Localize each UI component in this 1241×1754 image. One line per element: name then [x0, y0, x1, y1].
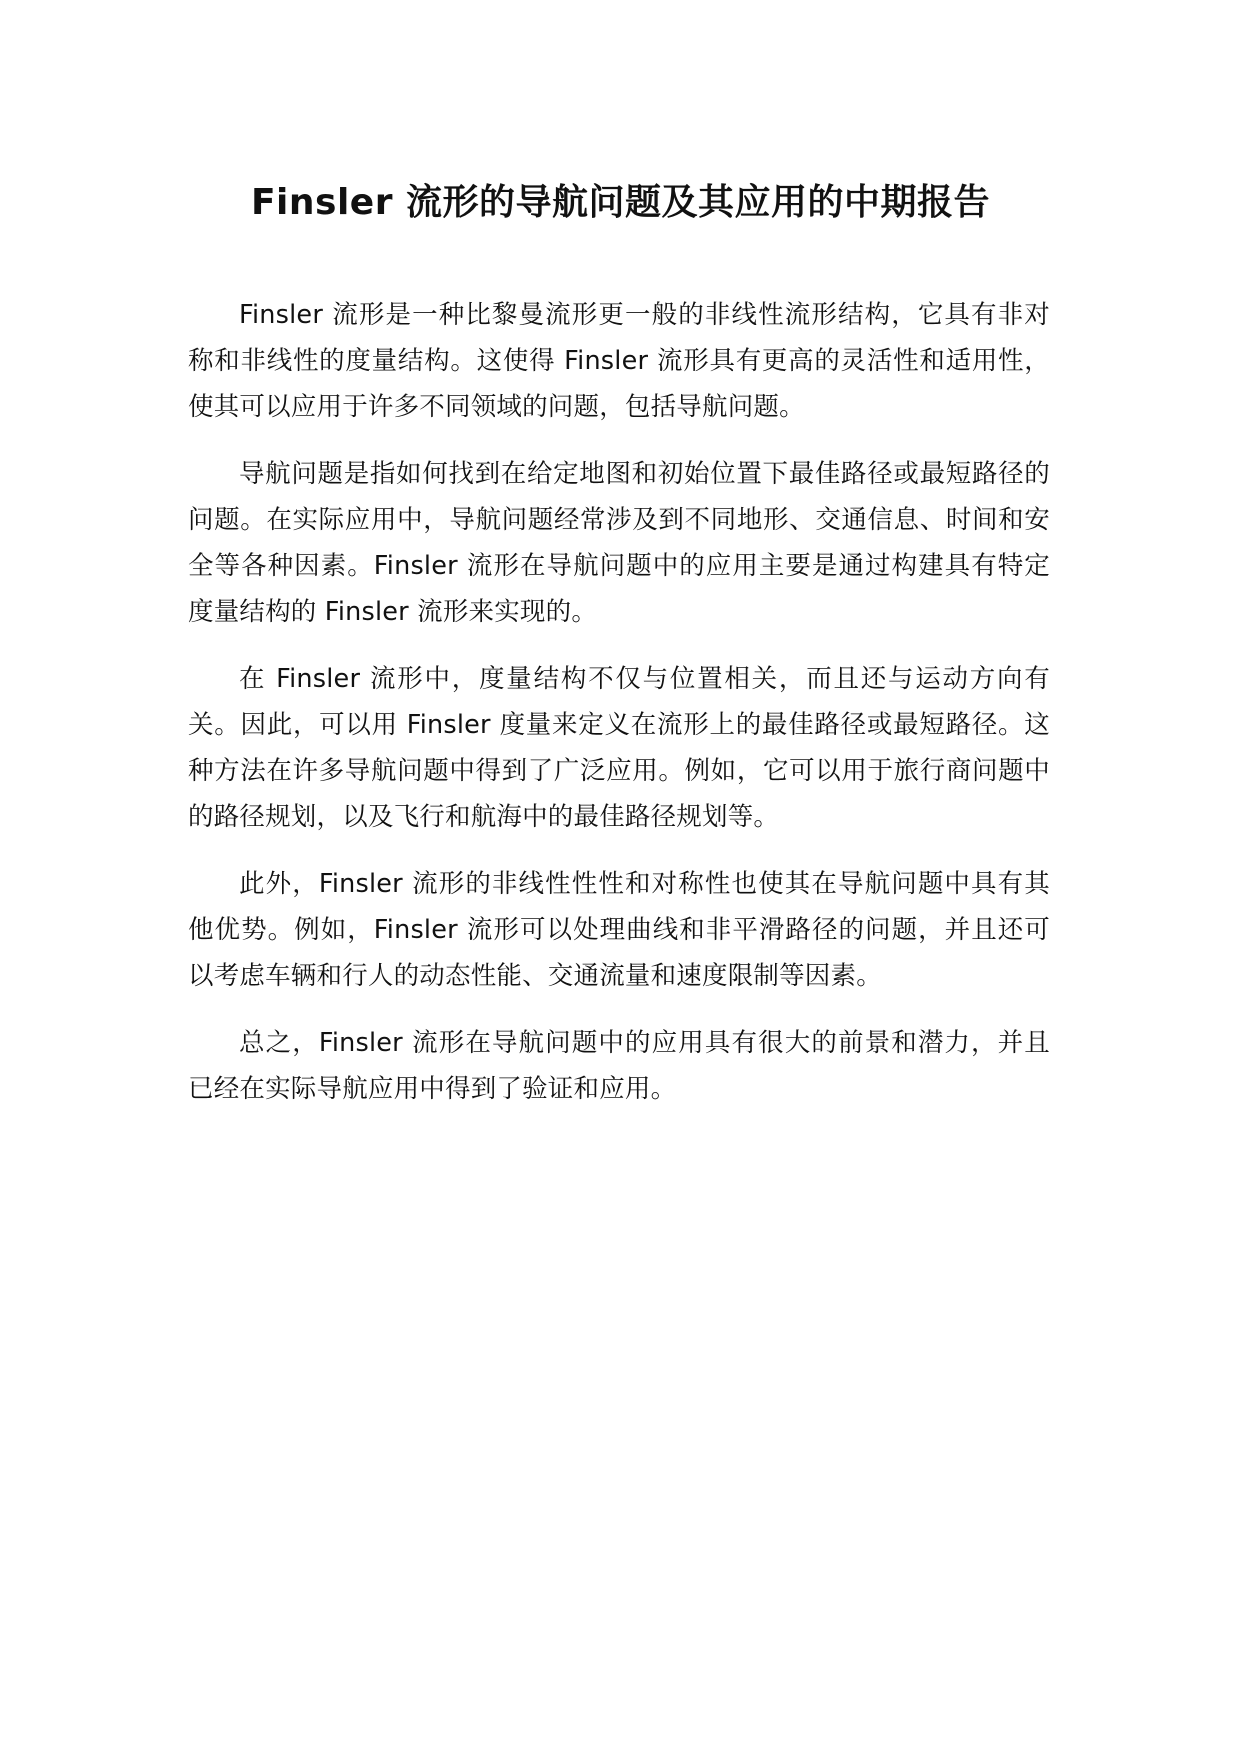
document-title: Finsler 流形的导航问题及其应用的中期报告	[250, 182, 991, 223]
paragraph-4: 此外，Finsler 流形的非线性性性和对称性也使其在导航问题中具有其他优势。例如，Finsler 流形可以处理曲线和非平滑路径的问题，并且还可以考虑车辆和行人的动态性能、交通流量和速度限制等因素。	[188, 869, 1050, 991]
document-body	[188, 292, 1050, 1133]
paragraph-5: 总之，Finsler 流形在导航问题中的应用具有很大的前景和潜力，并且已经在实际导航应用中得到了验证和应用。	[188, 1028, 1050, 1104]
paragraph-2: 导航问题是指如何找到在给定地图和初始位置下最佳路径或最短路径的问题。在实际应用中，导航问题经常涉及到不同地形、交通信息、时间和安全等各种因素。Finsler 流形在导航问题中的应用主要是通过构建具有特定度量结构的 Finsler 流形来实现的。	[188, 459, 1050, 627]
paragraph-1: Finsler 流形是一种比黎曼流形更一般的非线性流形结构，它具有非对称和非线性的度量结构。这使得 Finsler 流形具有更高的灵活性和适用性，使其可以应用于许多不同领域的问题，包括导航问题。	[188, 300, 1050, 422]
paragraph-3: 在 Finsler 流形中，度量结构不仅与位置相关，而且还与运动方向有关。因此，可以用 Finsler 度量来定义在流形上的最佳路径或最短路径。这种方法在许多导航问题中得到了广泛应用。例如，它可以用于旅行商问题中的路径规划，以及飞行和航海中的最佳路径规划等。	[188, 664, 1050, 832]
